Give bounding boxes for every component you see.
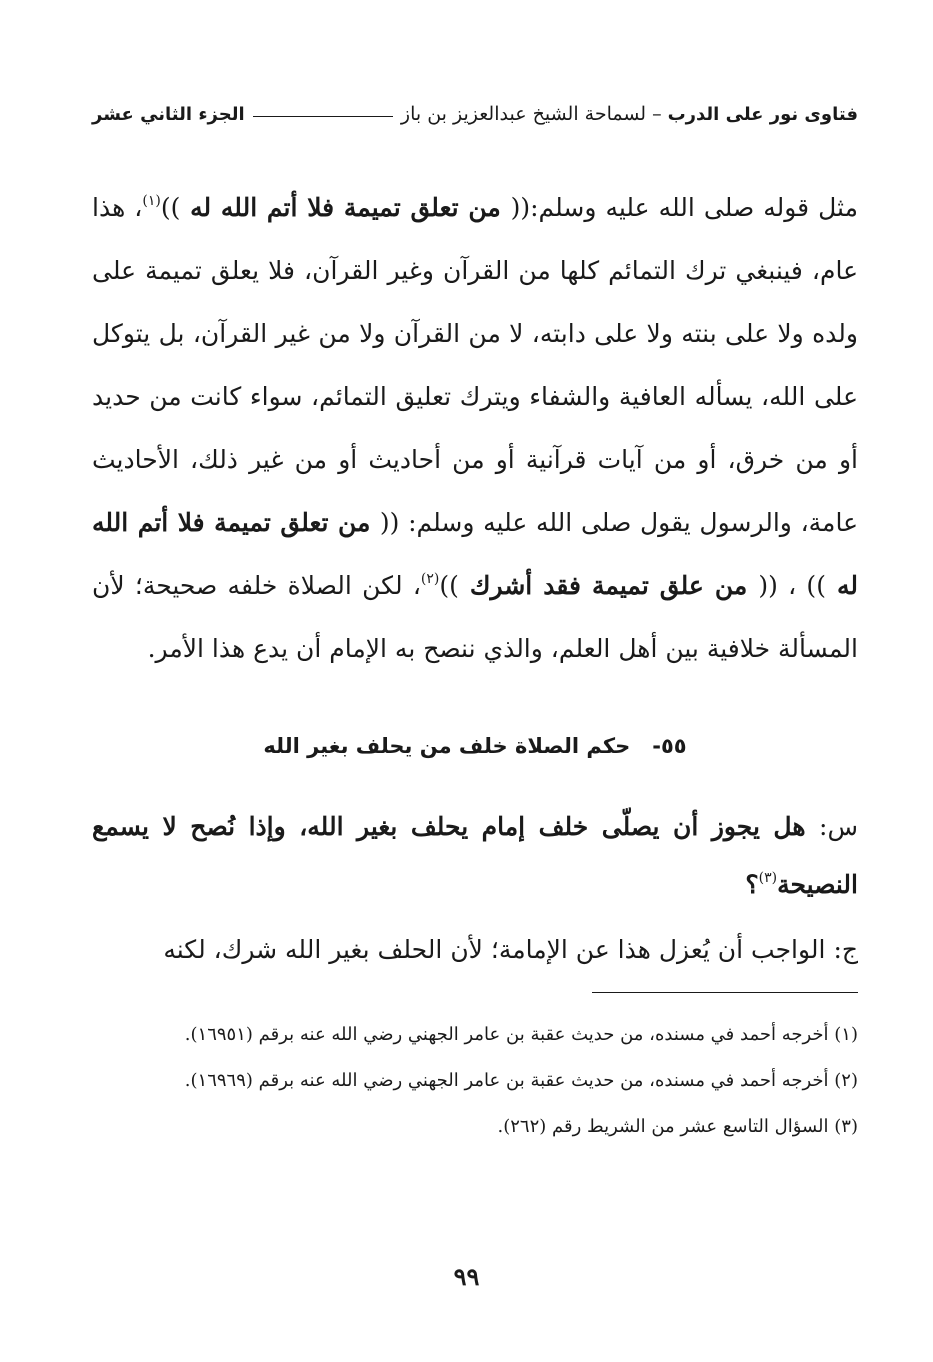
text-run: )) <box>439 571 459 600</box>
text-run: )) <box>160 193 181 222</box>
question-paragraph <box>92 798 858 914</box>
header-book-title: فتاوى نور على الدرب <box>667 103 858 125</box>
text-run: )) ، (( <box>758 571 826 600</box>
text-run: ، لكن الصلاة خلفه صحيحة؛ لأن المسألة خلافية بين أهل العلم، والذي ننصح به الإمام أن يدع هذا الأمر. <box>92 571 858 663</box>
text-run: مثل قوله صلى الله عليه وسلم:(( <box>510 193 858 222</box>
footnote-1: (١) أخرجه أحمد في مسنده، من حديث عقبة بن عامر الجهني رضي الله عنه برقم (١٦٩٥١). <box>184 1024 858 1045</box>
section-title: حكم الصلاة خلف من يحلف بغير الله <box>263 734 631 758</box>
answer-text: الواجب أن يُعزل هذا عن الإمامة؛ لأن الحلف بغير الله شرك، لكنه <box>163 935 834 964</box>
answer-label: ج: <box>833 935 858 964</box>
hadith-quote: من تعلق تميمة فلا أتم الله له <box>92 508 858 600</box>
footnote-3: (٣) السؤال التاسع عشر من الشريط رقم (٢٦٢). <box>497 1116 858 1137</box>
body-paragraph <box>92 176 858 680</box>
question-block <box>92 798 858 914</box>
section-heading <box>92 728 858 764</box>
question-text: هل يجوز أن يصلّى خلف إمام يحلف بغير الله، وإذا نُصح لا يسمع النصيحة <box>92 812 858 899</box>
hadith-quote: من علق تميمة فقد أشرك <box>458 571 759 600</box>
footnote-2: (٢) أخرجه أحمد في مسنده، من حديث عقبة بن عامر الجهني رضي الله عنه برقم (١٦٩٦٩). <box>184 1070 858 1091</box>
footnotes <box>92 1012 858 1150</box>
answer-block <box>92 921 858 979</box>
text-run: ، هذا عام، فينبغي ترك التمائم كلها من القرآن وغير القرآن، فلا يعلق تميمة على ولده ولا على بنته ولا على دابته، لا من القرآن ولا من غير القرآن، بل يتوكل على الله، يسأله العافية والشفاء ويترك تعليق التمائم، سواء كانت من حديد أو من خرق، أو من آيات قرآنية أو من أحاديث أو من غير ذلك، الأحاديث عامة، والرسول يقول صلى الله عليه وسلم: (( <box>92 193 858 537</box>
page-number: ٩٩ <box>453 1262 480 1291</box>
footnote-ref-1[interactable]: (١) <box>142 193 161 209</box>
question-mark: ؟ <box>745 870 759 899</box>
hadith-quote: من تعلق تميمة فلا أتم الله له <box>180 193 511 222</box>
running-header <box>92 96 858 132</box>
question-label: س: <box>819 812 858 841</box>
footnote-separator <box>592 992 858 993</box>
footnote-ref-3[interactable]: (٣) <box>758 870 778 886</box>
header-part: الجزء الثاني عشر <box>92 103 245 125</box>
footnote-ref-2[interactable]: (٢) <box>420 571 440 587</box>
answer-paragraph <box>92 921 858 979</box>
section-number: ٥٥- <box>652 734 687 758</box>
paragraph <box>92 176 858 680</box>
header-separator: – <box>652 103 662 125</box>
header-author: لسماحة الشيخ عبدالعزيز بن باز <box>400 103 647 125</box>
header-rule <box>253 116 393 117</box>
